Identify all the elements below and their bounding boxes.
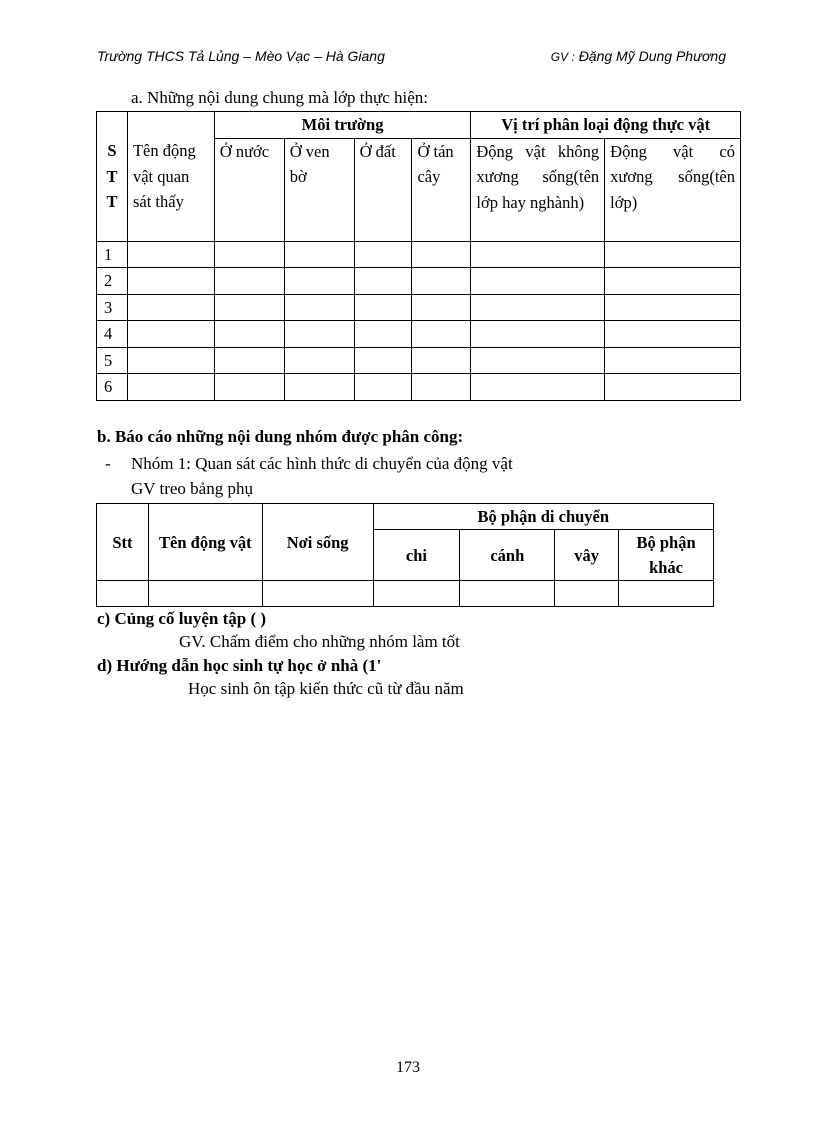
limbs-header: chi [373, 530, 460, 581]
teacher-credit [551, 48, 726, 64]
habitat-header: Nơi sống [262, 504, 373, 581]
movement-table [96, 503, 714, 607]
page-number: 173 [396, 1059, 420, 1076]
wings-header: cánh [460, 530, 555, 581]
group1-task: Nhóm 1: Quan sát các hình thức di chuyển của động vật [131, 454, 513, 473]
section-d-title: d) Hướng dẫn học sinh tự học ở nhà (1' [97, 656, 382, 675]
other-parts-header: Bộ phận khác [619, 530, 714, 581]
env-water-header: Ở nước [214, 138, 284, 241]
section-d-body: Học sinh ôn tập kiến thức cũ từ đầu năm [188, 679, 464, 698]
row-number: 6 [97, 374, 128, 401]
table-row [97, 268, 741, 295]
section-b-title: b. Báo cáo những nội dung nhóm được phân công: [97, 427, 464, 446]
stt-header [97, 112, 128, 242]
row-number: 1 [97, 241, 128, 268]
row-number: 3 [97, 294, 128, 321]
table-row [97, 581, 714, 607]
row-number: 5 [97, 347, 128, 374]
environment-header: Môi trường [214, 112, 471, 139]
classification-header: Vị trí phân loại động thực vật [471, 112, 741, 139]
section-c-body: GV. Chấm điểm cho những nhóm làm tốt [179, 632, 460, 651]
section-a-title: a. Những nội dung chung mà lớp thực hiện: [131, 88, 429, 107]
teacher-prefix: GV : [550, 50, 575, 64]
table-row [97, 241, 741, 268]
bullet-dash: - [105, 454, 111, 473]
teacher-note: GV treo bảng phụ [131, 479, 253, 498]
movement-parts-header: Bộ phận di chuyển [373, 504, 713, 530]
stt-letter: T [106, 166, 118, 186]
stt-letter: T [106, 192, 118, 211]
stt-header: Stt [97, 504, 149, 581]
vertebrate-header: Động vật có xương sống(tên lớp) [605, 138, 741, 241]
animal-name-header: Tên động vật [148, 504, 262, 581]
page-header [97, 48, 726, 68]
table-row [97, 347, 741, 374]
row-number: 4 [97, 321, 128, 348]
env-soil-header: Ở đất [354, 138, 412, 241]
shared-observation-table [96, 111, 741, 401]
row-number: 2 [97, 268, 128, 295]
stt-letter: S [107, 141, 117, 160]
table-row [97, 374, 741, 401]
school-name: Trường THCS Tả Lủng – Mèo Vạc – Hà Giang [97, 48, 385, 64]
table-row [97, 321, 741, 348]
fins-header: vây [555, 530, 619, 581]
invertebrate-header: Động vật không xương sống(tên lớp hay nghành) [471, 138, 605, 241]
env-shore-header: Ở ven bờ [284, 138, 354, 241]
teacher-name: Đặng Mỹ Dung Phương [578, 48, 726, 64]
animal-name-header: Tên động vật quan sát thấy [127, 112, 214, 242]
table-row [97, 294, 741, 321]
env-tree-header: Ở tán cây [412, 138, 471, 241]
section-c-title: c) Củng cố luyện tập ( ) [97, 609, 267, 628]
